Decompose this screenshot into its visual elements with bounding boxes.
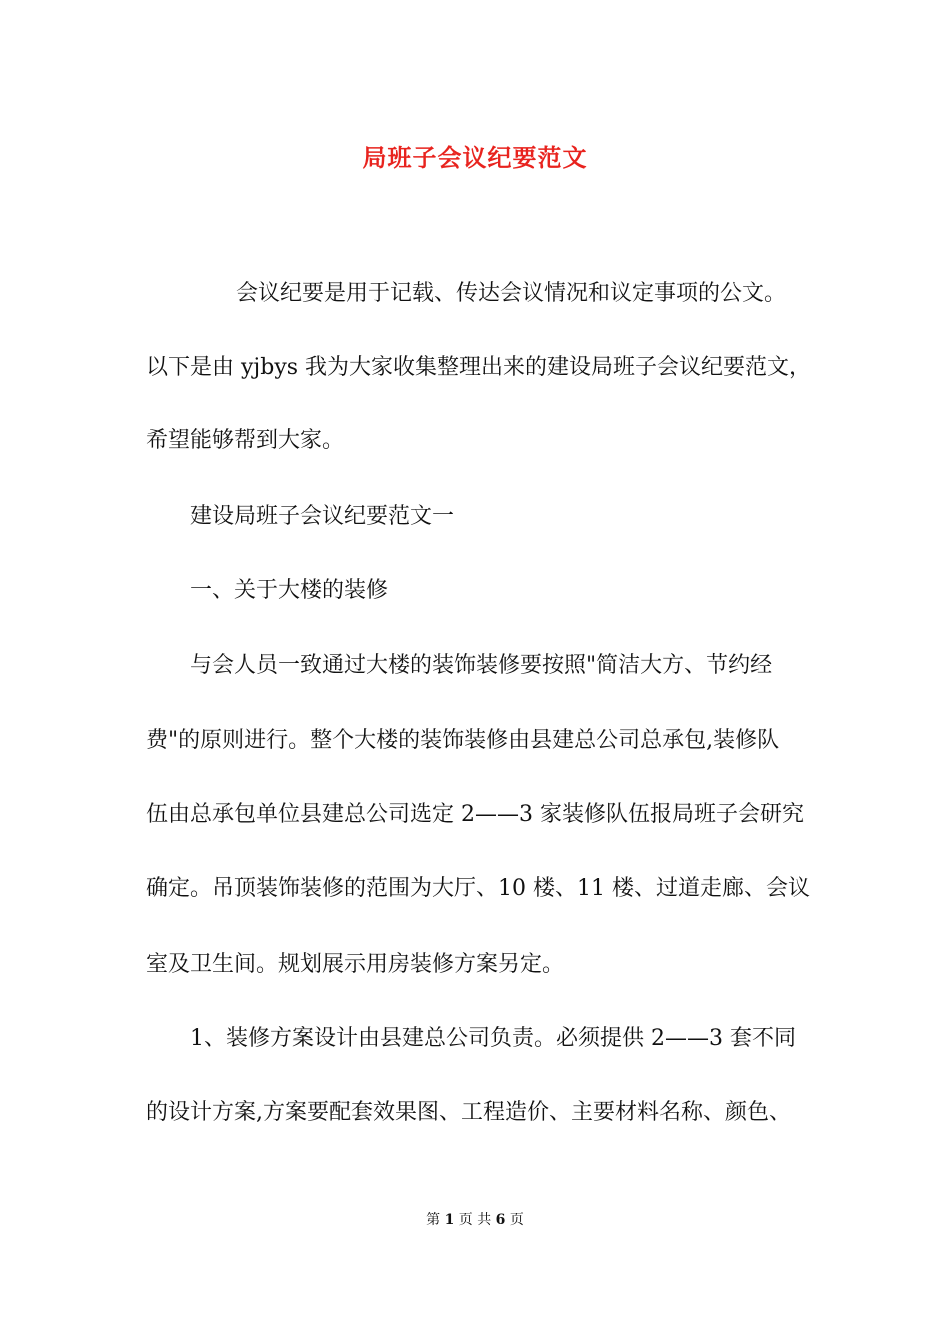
footer-total-pages: 6 [495,1212,506,1228]
subsection-heading: 一、关于大楼的装修 [190,578,389,603]
section-heading: 建设局班子会议纪要范文一 [190,504,455,529]
paragraph-line: 与会人员一致通过大楼的装饰装修要按照"简洁大方、节约经 [190,653,773,678]
paragraph-line: 伍由总承包单位县建总公司选定 2——3 家装修队伍报局班子会研究 [146,802,804,827]
paragraph-line: 费"的原则进行。整个大楼的装饰装修由县建总公司总承包,装修队 [146,728,780,753]
paragraph-line: 1、装修方案设计由县建总公司负责。必须提供 2——3 套不同 [190,1026,796,1051]
paragraph-line: 室及卫生间。规划展示用房装修方案另定。 [146,952,565,977]
paragraph-line: 希望能够帮到大家。 [146,428,345,453]
document-title: 局班子会议纪要范文 [362,143,588,172]
paragraph-line: 会议纪要是用于记载、传达会议情况和议定事项的公文。 [236,281,787,306]
footer-middle: 页 共 [458,1212,492,1228]
paragraph-line: 确定。吊顶装饰装修的范围为大厅、10 楼、11 楼、过道走廊、会议 [146,876,810,901]
footer-suffix: 页 [509,1212,524,1228]
page-footer [0,1209,950,1229]
footer-page-number: 1 [444,1212,455,1228]
footer-prefix: 第 [426,1212,441,1228]
paragraph-line: 的设计方案,方案要配套效果图、工程造价、主要材料名称、颜色、 [146,1100,791,1125]
paragraph-line: 以下是由 yjbys 我为大家收集整理出来的建设局班子会议纪要范文， [146,355,812,380]
